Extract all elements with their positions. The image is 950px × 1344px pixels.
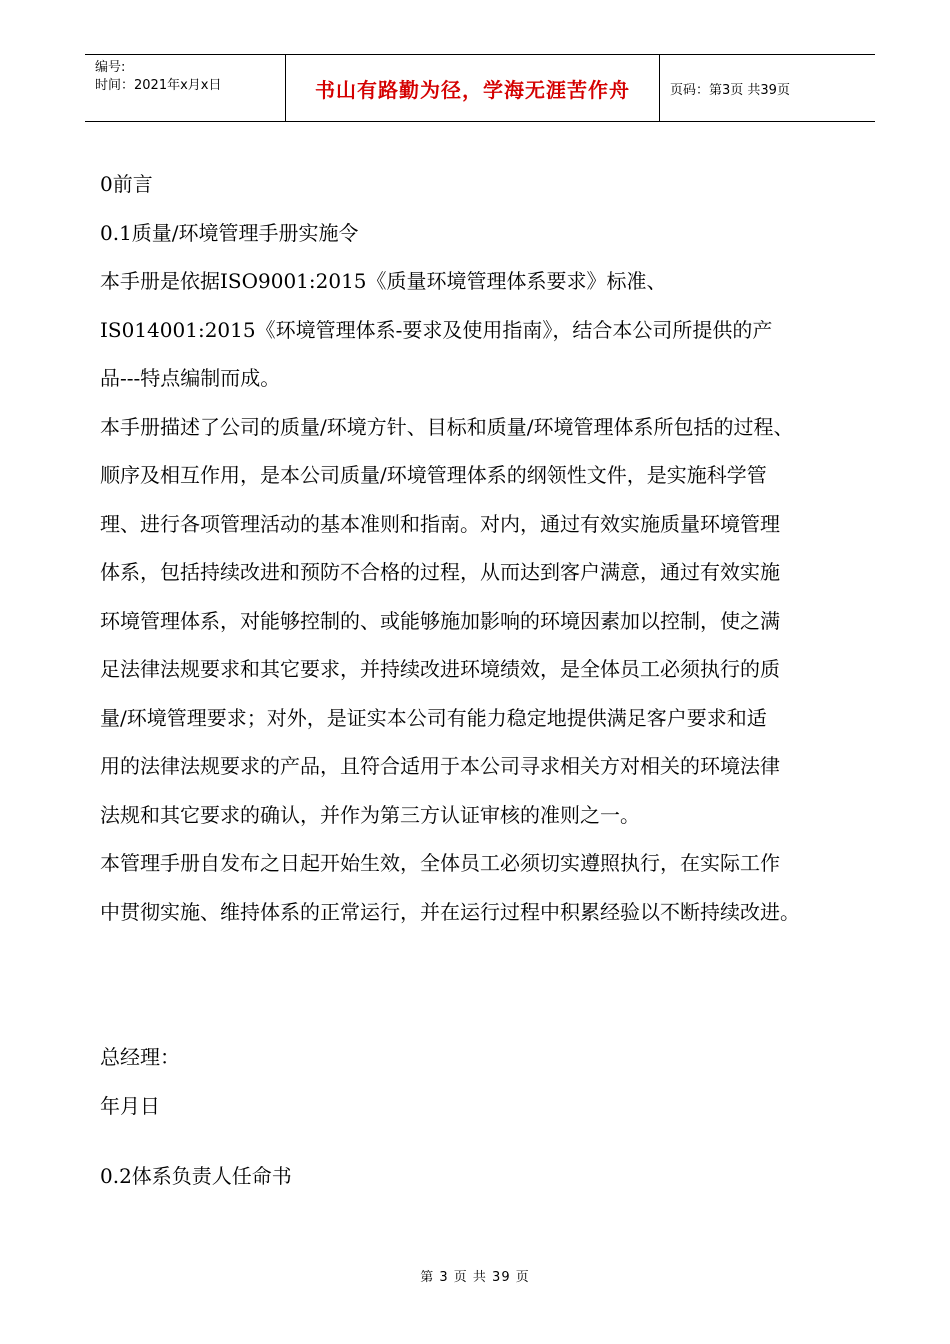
blank-space	[100, 936, 880, 1033]
document-body	[100, 160, 880, 1201]
date-label: 年月日	[100, 1093, 160, 1118]
signature-label: 总经理：	[100, 1045, 180, 1069]
body-line: 品---特点编制而成。	[100, 366, 281, 390]
document-time-label: 时间：2021年x月x日	[95, 78, 222, 93]
body-line: IS014001:2015《环境管理体系-要求及使用指南》，结合本公司所提供的产	[100, 317, 773, 342]
next-section-title: 0.2体系负责人任命书	[100, 1164, 292, 1188]
header-meta	[85, 55, 285, 121]
body-paragraphs	[100, 257, 880, 936]
body-line: 体系，包括持续改进和预防不合格的过程，从而达到客户满意，通过有效实施	[100, 560, 780, 584]
body-line: 中贯彻实施、维持体系的正常运行，并在运行过程中积累经验以不断持续改进。	[100, 899, 800, 924]
section-title: 0前言	[100, 172, 153, 196]
document-number-label: 编号:	[95, 60, 126, 75]
header-motto: 书山有路勤为径，学海无涯苦作舟	[285, 55, 660, 121]
subsection-title: 0.1质量/环境管理手册实施令	[100, 220, 359, 245]
body-line: 足法律法规要求和其它要求，并持续改进环境绩效，是全体员工必须执行的质	[100, 657, 780, 681]
body-line: 本手册是依据ISO9001:2015《质量环境管理体系要求》标准、	[100, 269, 667, 293]
body-line: 顺序及相互作用，是本公司质量/环境管理体系的纲领性文件，是实施科学管	[100, 463, 767, 487]
blank-space	[100, 1130, 880, 1152]
body-line: 法规和其它要求的确认，并作为第三方认证审核的准则之一。	[100, 802, 640, 827]
body-line: 环境管理体系，对能够控制的、或能够施加影响的环境因素加以控制，使之满	[100, 608, 780, 633]
body-line: 本手册描述了公司的质量/环境方针、目标和质量/环境管理体系所包括的过程、	[100, 414, 794, 439]
page-footer: 第 3 页 共 39 页	[420, 1270, 530, 1285]
page-header	[85, 54, 875, 122]
body-line: 本管理手册自发布之日起开始生效，全体员工必须切实遵照执行，在实际工作	[100, 851, 780, 875]
body-line: 量/环境管理要求；对外，是证实本公司有能力稳定地提供满足客户要求和适	[100, 705, 767, 730]
body-line: 用的法律法规要求的产品，且符合适用于本公司寻求相关方对相关的环境法律	[100, 754, 780, 778]
body-line: 理、进行各项管理活动的基本准则和指南。对内，通过有效实施质量环境管理	[100, 511, 780, 536]
header-page-info: 页码：第3页 共39页	[670, 82, 790, 98]
